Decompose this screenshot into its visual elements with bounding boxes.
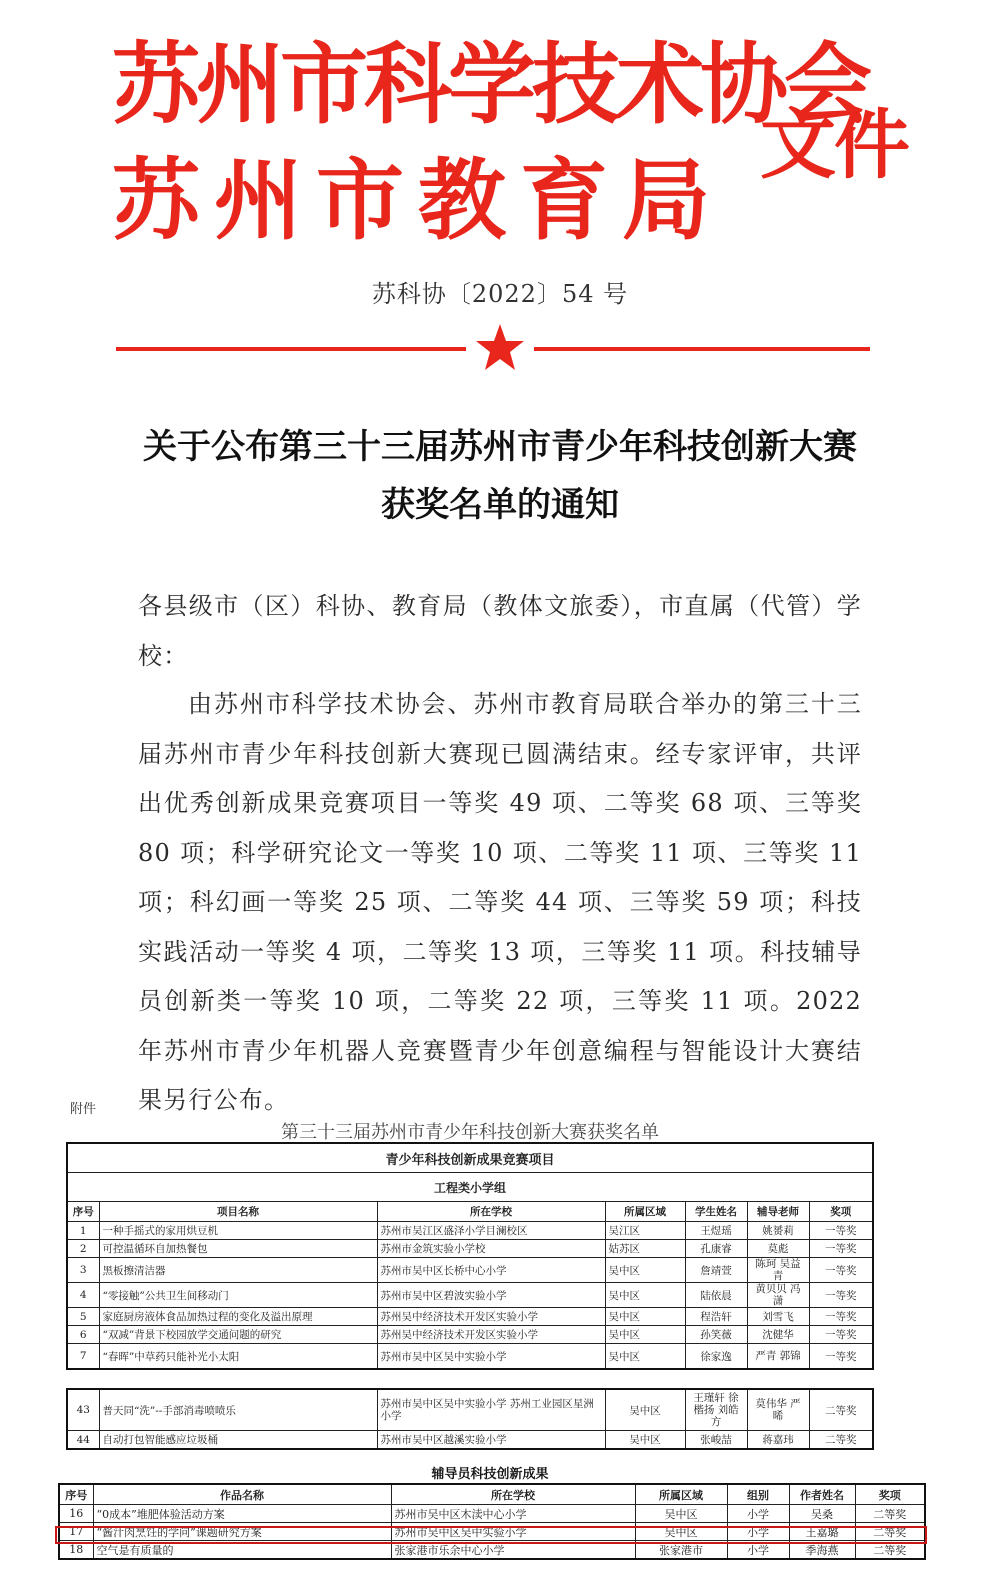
cell-region: 吴中区: [605, 1308, 685, 1326]
col-header: 项目名称: [99, 1202, 377, 1222]
table-row: [67, 1308, 873, 1326]
cell-name: “零接触”公共卫生间移动门: [99, 1283, 377, 1308]
cell-school: 苏州市吴中区吴中实验小学: [377, 1344, 605, 1370]
cell-name: 可控温循环自加热餐包: [99, 1240, 377, 1258]
cell-no: 17: [59, 1523, 93, 1541]
cell-teacher: 莫伟华 严晞: [747, 1389, 809, 1431]
cell-no: 16: [59, 1505, 93, 1523]
cell-author: 季海燕: [789, 1541, 855, 1560]
group-title: 工程类小学组: [67, 1173, 873, 1202]
cell-region: 姑苏区: [605, 1240, 685, 1258]
table-row: [67, 1389, 873, 1431]
document-title: [0, 418, 1000, 534]
cell-award: 二等奖: [809, 1389, 873, 1431]
award-table-engineering: [66, 1142, 874, 1370]
table-row: [67, 1222, 873, 1240]
cell-award: 一等奖: [809, 1258, 873, 1283]
cell-region: 吴中区: [605, 1431, 685, 1450]
table-row: [67, 1240, 873, 1258]
cell-region: 吴中区: [605, 1389, 685, 1431]
cell-region: 吴中区: [605, 1326, 685, 1344]
cell-student: 陆依晨: [685, 1283, 747, 1308]
cell-school: 苏州市吴江区盛泽小学目澜校区: [377, 1222, 605, 1240]
cell-student: 程浩轩: [685, 1308, 747, 1326]
col-header: 作者姓名: [789, 1484, 855, 1505]
cell-award: 一等奖: [809, 1240, 873, 1258]
cell-award: 一等奖: [809, 1326, 873, 1344]
cell-school: 苏州市金筑实验小学校: [377, 1240, 605, 1258]
cell-school: 苏州市吴中区碧波实验小学: [377, 1283, 605, 1308]
cell-award: 二等奖: [855, 1505, 925, 1523]
cell-teacher: 严青 郭锦: [747, 1344, 809, 1370]
award-table-engineering-continued: [66, 1388, 874, 1450]
cell-name: 黑板擦清洁器: [99, 1258, 377, 1283]
cell-name: 一种手摇式的家用烘豆机: [99, 1222, 377, 1240]
cell-student: 孙笑薇: [685, 1326, 747, 1344]
cell-no: 6: [67, 1326, 99, 1344]
cell-teacher: 莫彪: [747, 1240, 809, 1258]
cell-school: 苏州市吴中区越溪实验小学: [377, 1431, 605, 1450]
cell-no: 44: [67, 1431, 99, 1450]
attachment-label: 附件: [70, 1102, 97, 1117]
table-row: [59, 1505, 925, 1523]
col-header: 序号: [59, 1484, 93, 1505]
table-row: [67, 1344, 873, 1370]
document-type-label: 文件: [760, 100, 908, 189]
award-table-tutors: [58, 1483, 926, 1560]
col-header: 作品名称: [93, 1484, 391, 1505]
table-row: [67, 1283, 873, 1308]
tutor-section-title: 辅导员科技创新成果: [431, 1467, 549, 1482]
cell-school: 苏州吴中经济技术开发区实验小学: [377, 1326, 605, 1344]
cell-name: 家庭厨房液体食品加热过程的变化及溢出原理: [99, 1308, 377, 1326]
cell-award: 一等奖: [809, 1283, 873, 1308]
cell-region: 吴江区: [605, 1222, 685, 1240]
col-header: 奖项: [855, 1484, 925, 1505]
salutation: 各县级市（区）科协、教育局（教体文旅委），市直属（代管）学校：: [138, 592, 862, 670]
cell-student: 徐家逸: [685, 1344, 747, 1370]
cell-no: 7: [67, 1344, 99, 1370]
cell-group: 小学: [727, 1541, 789, 1560]
table-row: [67, 1326, 873, 1344]
table-row: [67, 1258, 873, 1283]
cell-region: 吴中区: [605, 1344, 685, 1370]
col-header: 所属区域: [605, 1202, 685, 1222]
cell-teacher: 姚赟莉: [747, 1222, 809, 1240]
cell-name: “春晖”中草药只能补光小太阳: [99, 1344, 377, 1370]
cell-no: 1: [67, 1222, 99, 1240]
document-number: 苏科协〔2022〕54 号: [371, 280, 629, 308]
col-header: 序号: [67, 1202, 99, 1222]
cell-award: 二等奖: [855, 1541, 925, 1560]
cell-no: 43: [67, 1389, 99, 1431]
cell-group: 小学: [727, 1523, 789, 1541]
cell-student: 张峻喆: [685, 1431, 747, 1450]
cell-teacher: 刘雪飞: [747, 1308, 809, 1326]
cell-award: 二等奖: [855, 1523, 925, 1541]
cell-name: 空气是有质量的: [93, 1541, 391, 1560]
org-name-line-2: 苏州市教育局: [112, 148, 725, 252]
cell-award: 二等奖: [809, 1431, 873, 1450]
cell-school: 苏州市吴中区木渎中心小学: [391, 1505, 635, 1523]
cell-no: 3: [67, 1258, 99, 1283]
cell-teacher: 黄贝贝 冯潇: [747, 1283, 809, 1308]
section-title: 青少年科技创新成果竞赛项目: [67, 1143, 873, 1173]
cell-student: 王瑾轩 徐楷扬 刘皓方: [685, 1389, 747, 1431]
title-line-1: 关于公布第三十三届苏州市青少年科技创新大赛: [143, 427, 857, 467]
body-paragraph: 由苏州市科学技术协会、苏州市教育局联合举办的第三十三届苏州市青少年科技创新大赛现已圆满结束。经专家评审，共评出优秀创新成果竞赛项目一等奖 49 项、二等奖 68 项、三等奖 80 项；科学研究论文一等奖 10 项、二等奖 11 项、三等奖 11 项；科幻画一等奖 25 项、二等奖 44 项、三等奖 59 项；科技实践活动一等奖 4 项，二等奖 13 项，三等奖 11 项。科技辅导员创新类一等奖 10 项，二等奖 22 项，三等奖 11 项。2022 年苏州市青少年机器人竞赛暨青少年创意编程与智能设计大赛结果另行公布。: [138, 690, 862, 1114]
red-star-icon: [472, 322, 528, 372]
col-header: 所属区域: [635, 1484, 727, 1505]
red-rule-right: [534, 347, 870, 351]
cell-award: 一等奖: [809, 1222, 873, 1240]
cell-name: 普天同“洗”--手部消毒喷喷乐: [99, 1389, 377, 1431]
col-header: 奖项: [809, 1202, 873, 1222]
cell-school: 苏州吴中经济技术开发区实验小学: [377, 1308, 605, 1326]
cell-teacher: 蒋嘉玮: [747, 1431, 809, 1450]
cell-no: 4: [67, 1283, 99, 1308]
row-highlight-box: [55, 1526, 927, 1544]
attachment-title: 第三十三届苏州市青少年科技创新大赛获奖名单: [281, 1122, 659, 1143]
cell-school: 苏州市吴中区长桥中心小学: [377, 1258, 605, 1283]
cell-school: 苏州市吴中区吴中实验小学: [391, 1523, 635, 1541]
cell-no: 18: [59, 1541, 93, 1560]
cell-award: 一等奖: [809, 1308, 873, 1326]
cell-name: “0成本”堆肥体验活动方案: [93, 1505, 391, 1523]
cell-name: “酱汁肉烹饪的学问”课题研究方案: [93, 1523, 391, 1541]
cell-student: 王煜瑶: [685, 1222, 747, 1240]
cell-region: 吴中区: [635, 1505, 727, 1523]
col-header: 组别: [727, 1484, 789, 1505]
cell-teacher: 陈珂 吴益青: [747, 1258, 809, 1283]
col-header: 所在学校: [377, 1202, 605, 1222]
col-header: 学生姓名: [685, 1202, 747, 1222]
cell-region: 吴中区: [605, 1258, 685, 1283]
cell-name: 自动打包智能感应垃圾桶: [99, 1431, 377, 1450]
cell-student: 孔康睿: [685, 1240, 747, 1258]
cell-author: 吴桑: [789, 1505, 855, 1523]
cell-group: 小学: [727, 1505, 789, 1523]
title-line-2: 获奖名单的通知: [381, 485, 619, 525]
cell-region: 张家港市: [635, 1541, 727, 1560]
col-header: 所在学校: [391, 1484, 635, 1505]
cell-award: 一等奖: [809, 1344, 873, 1370]
cell-teacher: 沈健华: [747, 1326, 809, 1344]
cell-region: 吴中区: [635, 1523, 727, 1541]
cell-no: 5: [67, 1308, 99, 1326]
cell-region: 吴中区: [605, 1283, 685, 1308]
cell-student: 詹靖萱: [685, 1258, 747, 1283]
org-name-line-1: 苏州市科学技术协会: [112, 32, 869, 136]
cell-school: 张家港市乐余中心小学: [391, 1541, 635, 1560]
cell-name: “双减”背景下校园放学交通问题的研究: [99, 1326, 377, 1344]
col-header: 辅导老师: [747, 1202, 809, 1222]
cell-author: 王嘉璐: [789, 1523, 855, 1541]
red-rule-left: [116, 347, 466, 351]
cell-school: 苏州市吴中区吴中实验小学 苏州工业园区星洲小学: [377, 1389, 605, 1431]
cell-no: 2: [67, 1240, 99, 1258]
table-row: [67, 1431, 873, 1450]
